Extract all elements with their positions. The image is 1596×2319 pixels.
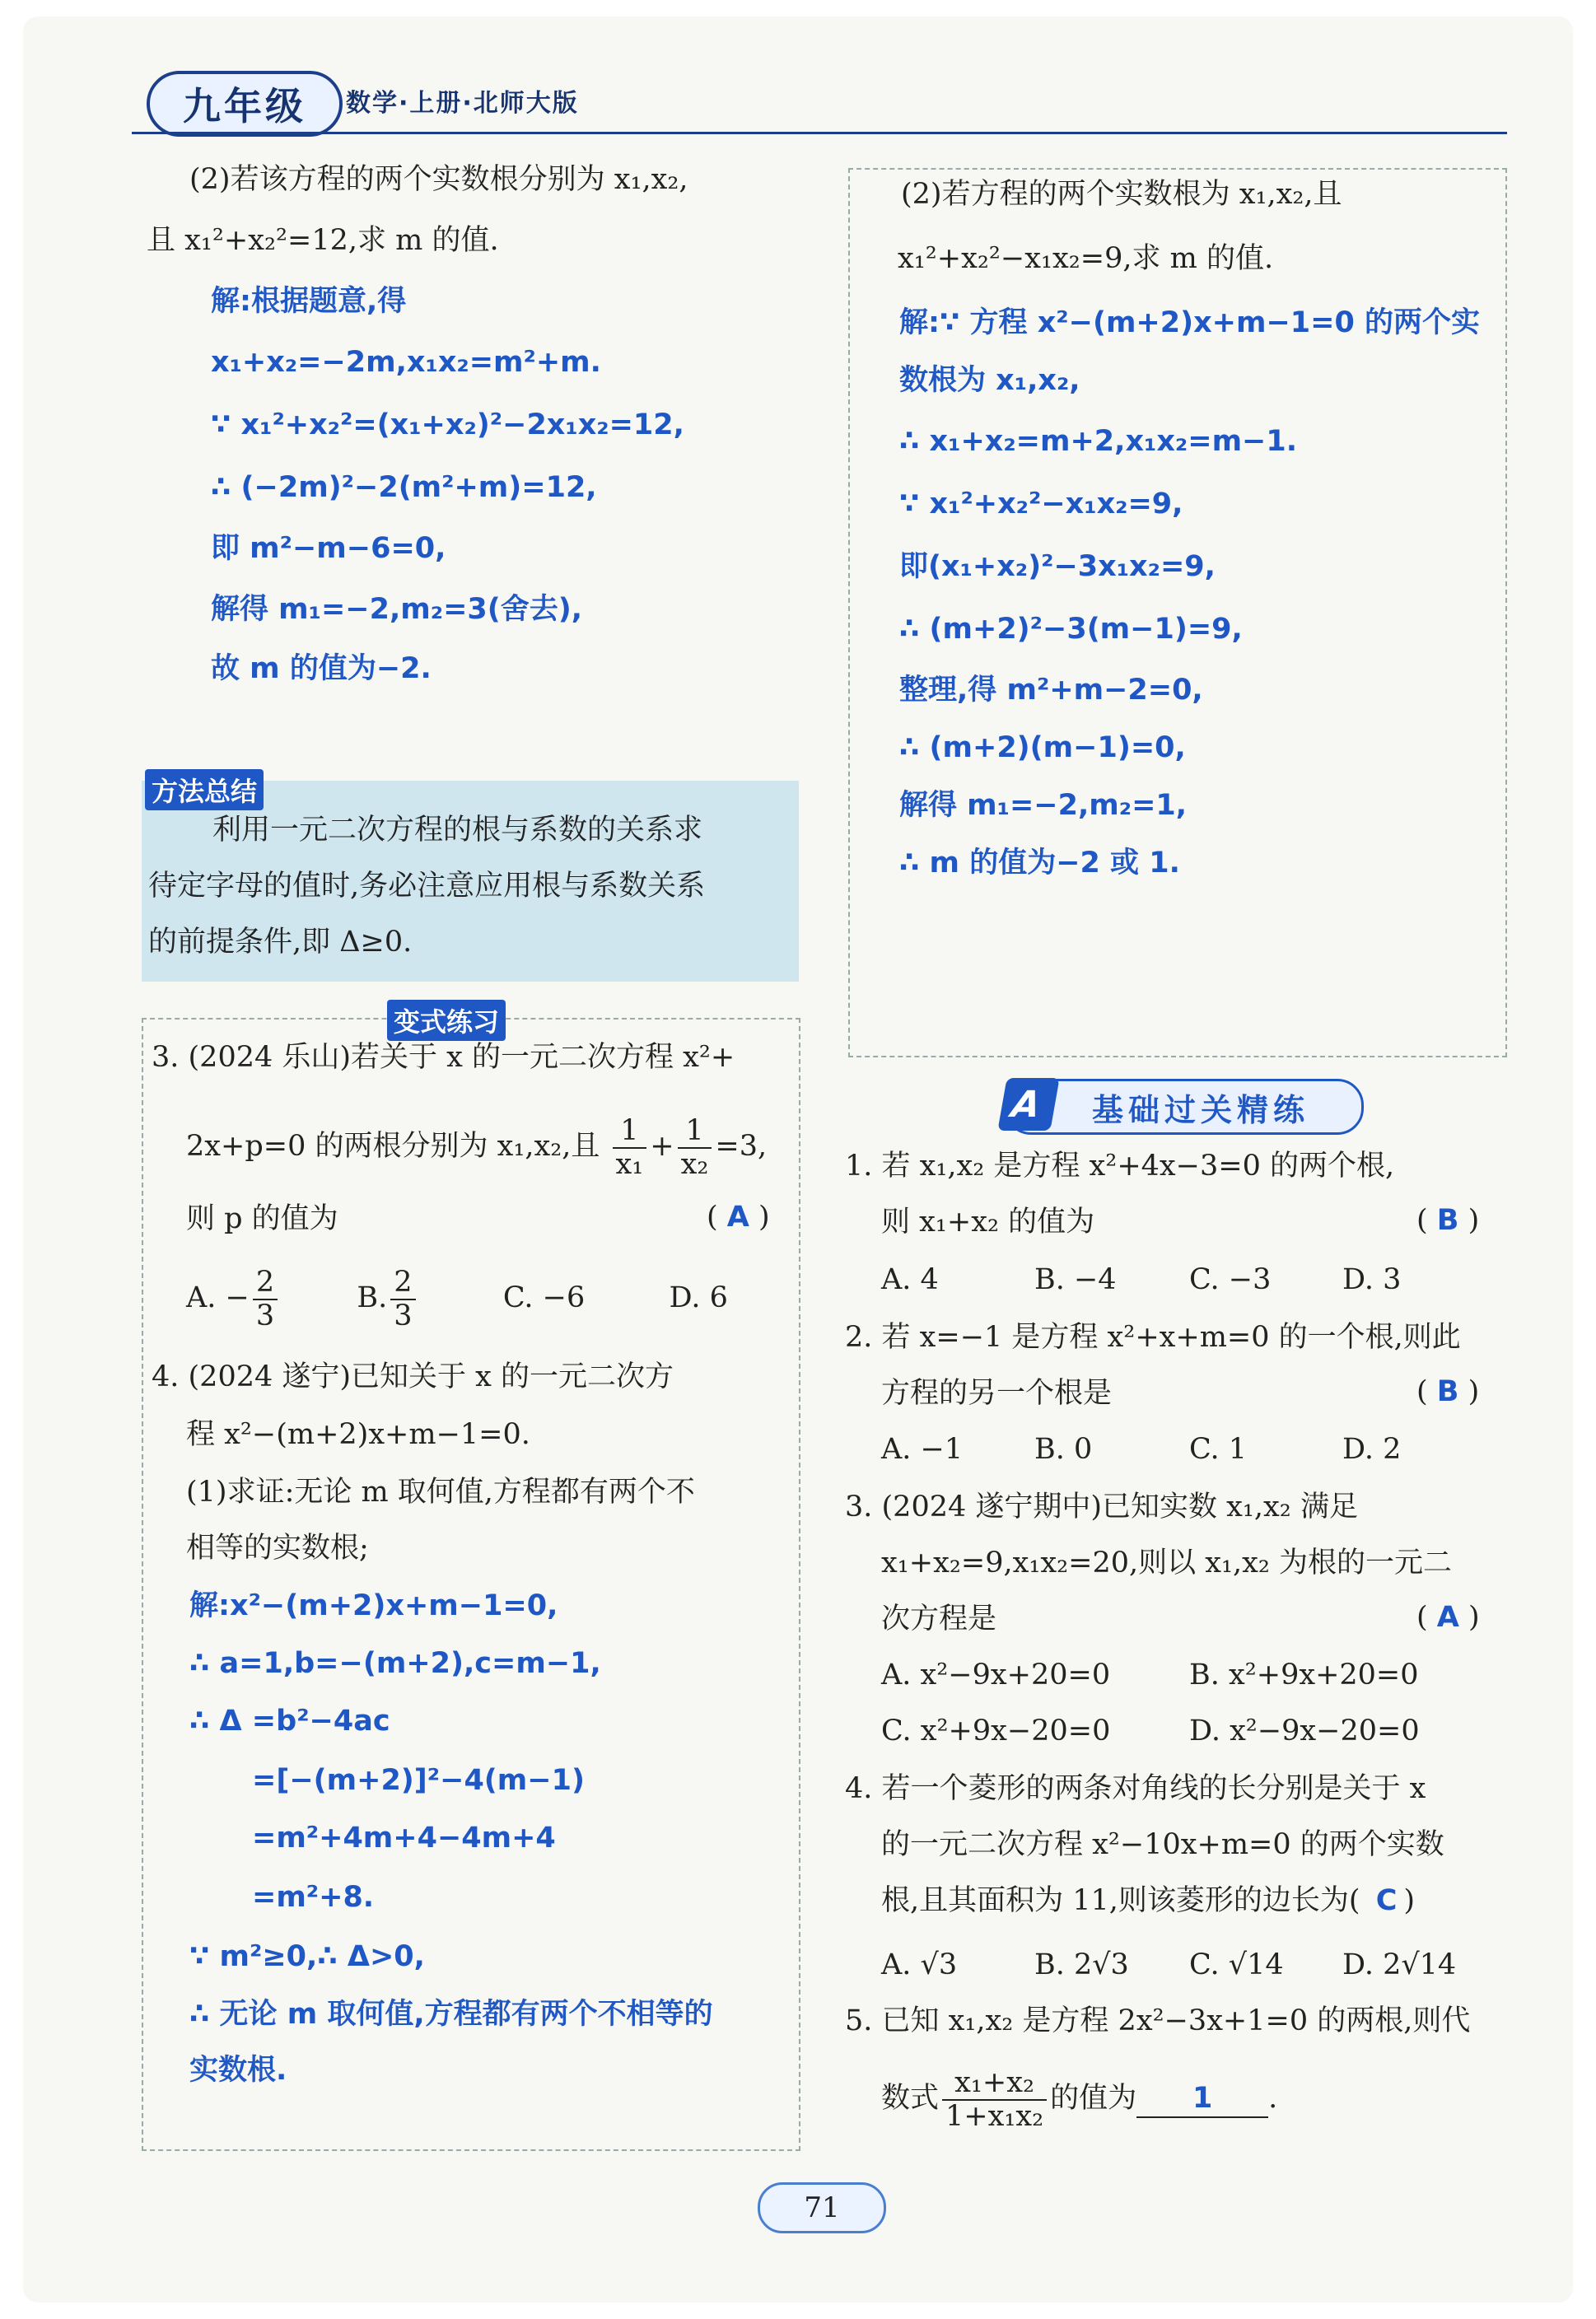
r-q3-opt-c: C. x²+9x−20=0 [881,1715,1111,1747]
q2-sol-line: 即 m²−m−6=0, [211,532,446,565]
q3-option-b: B. [357,1281,388,1314]
r-q1-answer: B [1436,1204,1459,1237]
r-q3-answer-paren: ( A ) [1416,1601,1480,1634]
q2-sol-line: 解:根据题意,得 [211,285,407,318]
r-q4-opt-d: D. 2√14 [1342,1948,1457,1981]
r-q1-line2: 则 x₁+x₂ 的值为 [881,1206,1095,1239]
r-q4-answer: C [1375,1884,1398,1917]
grade-badge: 九年级 [147,71,343,137]
r-q5-frac-num: x₁+x₂ [942,2067,1047,2101]
r-q3-answer: A [1436,1601,1459,1634]
r-q2-sol-line: ∴ m 的值为−2 或 1. [899,847,1180,880]
summary-line: 待定字母的值时,务必注意应用根与系数关系 [148,870,706,903]
q3-option-c: C. −6 [502,1281,586,1314]
r-q3-opt-b: B. x²+9x+20=0 [1189,1659,1419,1691]
q4-sol-line: =[−(m+2)]²−4(m−1) [252,1764,585,1797]
q2-stem-line2: 且 x₁²+x₂²=12,求 m 的值. [147,224,499,257]
r-q4-line3 [881,1883,1415,1919]
r-q2-opt-d: D. 2 [1342,1433,1402,1466]
r-q2-sol-line: 解得 m₁=−2,m₂=1, [899,789,1188,822]
r-q2-opt-b: B. 0 [1034,1433,1093,1466]
q3-frac1-num: 1 [613,1115,647,1149]
variant-practice-box [142,1018,800,2151]
q4-sol-line: 实数根. [189,2054,287,2087]
r-q2-sol-line: 数根为 x₁,x₂, [899,364,1080,397]
r-q4-line2: 的一元二次方程 x²−10x+m=0 的两个实数 [881,1828,1444,1861]
q4-line2: 程 x²−(m+2)x+m−1=0. [186,1418,530,1451]
r-q4-opt-c: C. √14 [1189,1948,1284,1981]
section-title-basic-practice [1005,1079,1364,1135]
q4-sol-line: =m²+8. [252,1881,375,1914]
method-summary-tag: 方法总结 [145,769,264,810]
r-q5-frac-den: 1+x₁x₂ [945,2099,1044,2133]
summary-line: 利用一元二次方程的根与系数的关系求 [212,814,703,847]
section-a-icon: A [997,1078,1059,1131]
summary-line: 的前提条件,即 Δ≥0. [148,926,413,959]
r-q5-line2 [881,2067,1277,2132]
r-q1-opt-c: C. −3 [1189,1263,1272,1296]
q3-answer-paren: ( A ) [707,1201,770,1234]
q3-option-a-frac [253,1267,278,1332]
r-q1-line1: 1. 若 x₁,x₂ 是方程 x²+4x−3=0 的两个根, [845,1150,1395,1183]
q2-sol-line: ∵ x₁²+x₂²=(x₁+x₂)²−2x₁x₂=12, [211,408,684,441]
q2-sol-line: ∴ (−2m)²−2(m²+m)=12, [211,471,597,504]
r-q5-end: . [1268,2082,1278,2115]
variant-practice-tag: 变式练习 [387,1000,506,1041]
r-q3-opt-d: D. x²−9x−20=0 [1189,1715,1420,1747]
q4-line1: 4. (2024 遂宁)已知关于 x 的一元二次方 [152,1360,674,1393]
q3-option-b-den: 3 [394,1299,413,1332]
r-q2-sol-line: 整理,得 m²+m−2=0, [899,674,1203,707]
page-number: 71 [758,2182,886,2233]
r-q2-answer: B [1436,1375,1459,1408]
r-q2-sol-line: ∴ (m+2)(m−1)=0, [899,731,1186,764]
q2-stem-line1: (2)若该方程的两个实数根分别为 x₁,x₂, [189,163,688,196]
q3-option-b-num: 2 [390,1267,415,1300]
q4-line3: (1)求证:无论 m 取何值,方程都有两个不 [186,1476,695,1509]
q4-sol-line: =m²+4m+4−4m+4 [252,1822,556,1855]
q3-answer: A [726,1201,749,1234]
r-q4-line3-text: 根,且其面积为 11,则该菱形的边长为( [881,1884,1360,1917]
q3-frac2-den: x₂ [680,1147,709,1181]
r-q5-answer-blank: 1 [1136,2080,1268,2118]
r-q2-sol-line: ∵ x₁²+x₂²−x₁x₂=9, [899,488,1183,520]
q3-line1: 3. (2024 乐山)若关于 x 的一元二次方程 x²+ [152,1041,735,1074]
r-q2-opt-a: A. −1 [881,1433,964,1466]
q3-frac2-num: 1 [678,1115,712,1149]
q3-line2-post: =3, [715,1130,768,1163]
q3-frac1 [613,1115,647,1180]
r-q2-line2: 方程的另一个根是 [881,1377,1113,1410]
r-q3-line3: 次方程是 [881,1603,997,1635]
q4-sol-line: ∵ m²≥0,∴ Δ>0, [189,1940,425,1973]
r-q4-opt-a: A. √3 [881,1948,958,1981]
r-q2-stem-line1: (2)若方程的两个实数根为 x₁,x₂,且 [901,178,1342,211]
q4-sol-line: ∴ Δ =b²−4ac [189,1705,390,1738]
r-q2-sol-line: 即(x₁+x₂)²−3x₁x₂=9, [899,550,1216,583]
q4-sol-line: 解:x²−(m+2)x+m−1=0, [189,1589,558,1622]
q3-line3: 则 p 的值为 [186,1202,338,1235]
q3-option-a-num: 2 [253,1267,278,1300]
r-q4-line1: 4. 若一个菱形的两条对角线的长分别是关于 x [845,1772,1426,1805]
r-q4-close-paren: ) [1403,1884,1416,1917]
r-q5-post: 的值为 [1050,2082,1137,2115]
r-q2-answer-paren: ( B ) [1416,1375,1480,1408]
r-q2-line1: 2. 若 x=−1 是方程 x²+x+m=0 的一个根,则此 [845,1321,1461,1354]
r-q3-line2: x₁+x₂=9,x₁x₂=20,则以 x₁,x₂ 为根的一元二 [881,1547,1453,1579]
r-q4-opt-b: B. 2√3 [1034,1948,1129,1981]
q2-sol-line: 解得 m₁=−2,m₂=3(舍去), [211,593,583,626]
r-q3-opt-a: A. x²−9x+20=0 [881,1659,1111,1691]
q2-sol-line: x₁+x₂=−2m,x₁x₂=m²+m. [211,346,601,379]
q3-frac1-den: x₁ [615,1147,644,1181]
q3-option-d: D. 6 [669,1281,728,1314]
q3-frac2 [678,1115,712,1180]
q3-option-a: A. − [186,1281,250,1314]
book-subtitle: 数学·上册·北师大版 [346,89,579,118]
q3-line2-text: 2x+p=0 的两根分别为 x₁,x₂,且 [186,1130,600,1163]
r-q3-line1: 3. (2024 遂宁期中)已知实数 x₁,x₂ 满足 [845,1491,1358,1523]
q2-sol-line: 故 m 的值为−2. [211,652,432,685]
r-q1-answer-paren: ( B ) [1416,1204,1480,1237]
r-q1-opt-b: B. −4 [1034,1263,1117,1296]
q4-sol-line: ∴ a=1,b=−(m+2),c=m−1, [189,1647,601,1680]
r-q5-pre: 数式 [881,2082,940,2115]
r-q2-opt-c: C. 1 [1189,1433,1248,1466]
section-title-text: 基础过关精练 [1091,1091,1309,1128]
r-q5-frac [942,2067,1047,2132]
header-rule [132,132,1507,134]
r-q2-stem-line2: x₁²+x₂²−x₁x₂=9,求 m 的值. [898,242,1274,275]
q3-option-b-frac [390,1267,415,1332]
r-q1-opt-a: A. 4 [881,1263,939,1296]
q4-sol-line: ∴ 无论 m 取何值,方程都有两个不相等的 [189,1998,713,2031]
r-q2-sol-line: 解:∵ 方程 x²−(m+2)x+m−1=0 的两个实 [899,306,1481,339]
r-q1-opt-d: D. 3 [1342,1263,1402,1296]
r-q5-line1: 5. 已知 x₁,x₂ 是方程 2x²−3x+1=0 的两根,则代 [845,2004,1471,2037]
q3-options [186,1267,728,1332]
r-q2-sol-line: ∴ (m+2)²−3(m−1)=9, [899,613,1243,646]
r-q2-sol-line: ∴ x₁+x₂=m+2,x₁x₂=m−1. [899,425,1298,458]
q4-line4: 相等的实数根; [186,1532,369,1565]
q3-line2: 2x+p=0 的两根分别为 x₁,x₂,且 $\frac{1}{\text{x₁}}$ + $\frac{1}{\text{x₂}}$ =3, [186,1114,768,1181]
q3-option-a-den: 3 [255,1299,275,1332]
